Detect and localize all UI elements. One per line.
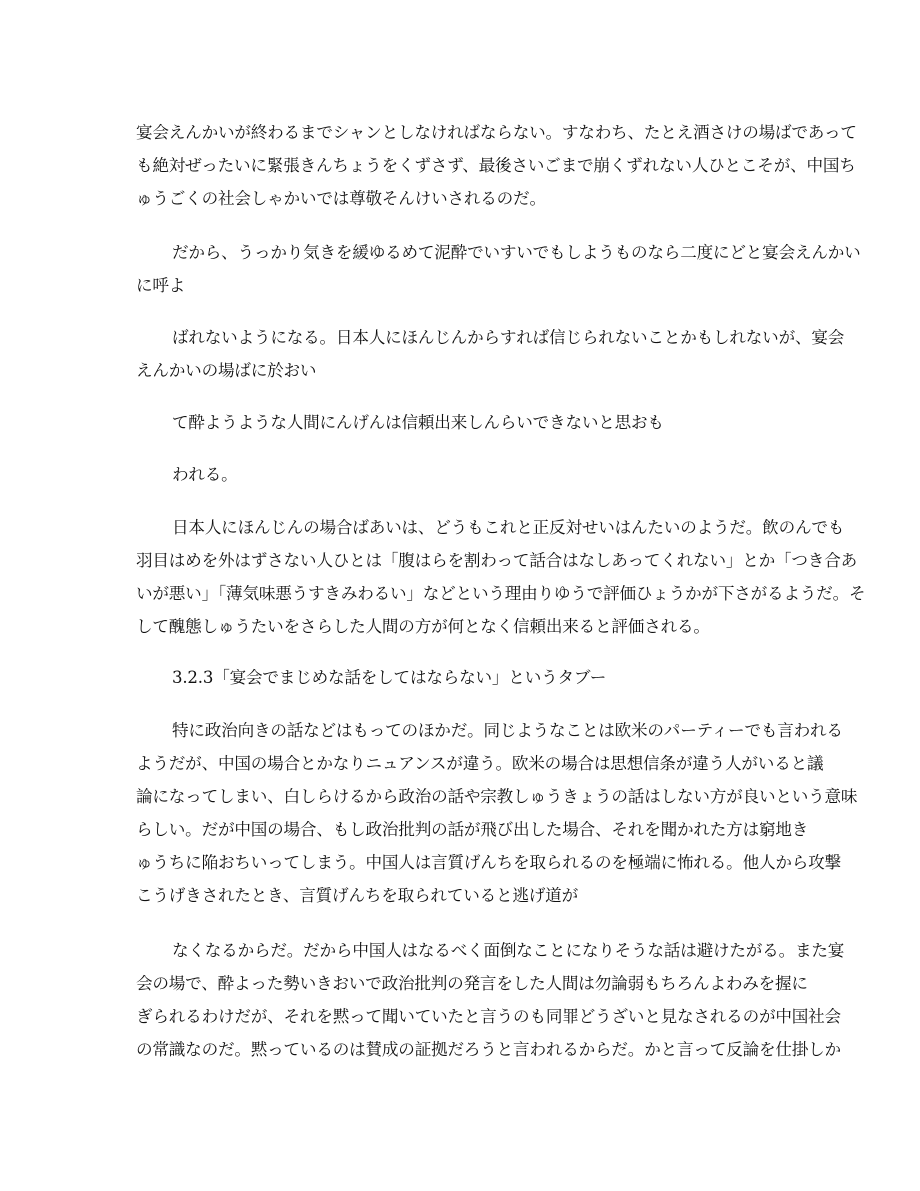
paragraph-3: [136, 321, 845, 387]
text-line: ばれないようになる。日本人にほんじんからすれば信じられないことかもしれないが、宴会: [172, 328, 845, 347]
text-line: えんかいの場ばに於おい: [136, 361, 317, 380]
text-line: われる。: [172, 465, 238, 484]
section-heading: [136, 661, 788, 694]
text-line: 論になってしまい、白しらけるから政治の話や宗教しゅうきょうの話はしない方が良いという意味: [136, 787, 858, 806]
heading-text: 3.2.3「宴会でまじめな話をしてはならない」というタブー: [172, 668, 607, 687]
paragraph-6: [136, 511, 866, 643]
paragraph-4: [136, 406, 788, 439]
text-line: に呼よ: [136, 276, 186, 295]
text-line: ぎられるわけだが、それを黙って聞いていたと言うのも同罪どうざいと見なされるのが中国社会: [136, 1007, 841, 1026]
text-line: なくなるからだ。だから中国人はなるべく面倒なことになりそうな話は避けたがる。また宴: [172, 941, 845, 960]
text-line: ようだが、中国の場合とかなりニュアンスが違う。欧米の場合は思想信条が違う人がいると議: [136, 754, 824, 773]
text-line: 羽目はめを外はずさない人ひとは「腹はらを割わって話合はなしあってくれない」とか「つき合あ: [136, 551, 857, 570]
text-line: 会の場で、酔よった勢いきおいで政治批判の発言をした人間は勿論弱もちろんよわみを握に: [136, 974, 808, 993]
text-line: 日本人にほんじんの場合ばあいは、どうもこれと正反対せいはんたいのようだ。飲のんでも: [172, 518, 845, 537]
text-line: いが悪い」「薄気味悪うすきみわるい」などという理由りゆうで評価ひょうかが下さがるようだ。そ: [136, 584, 866, 603]
text-line: て酔ようような人間にんげんは信頼出来しんらいできないと思おも: [172, 413, 664, 432]
paragraph-1: [136, 116, 857, 215]
paragraph-8: [136, 714, 858, 912]
text-line: らしい。だが中国の場合、もし政治批判の話が飛び出した場合、それを聞かれた方は窮地き: [136, 820, 809, 839]
text-line: も絶対ぜったいに緊張きんちょうをくずさず、最後さいごまで崩くずれない人ひとこそが、中国ち: [136, 156, 856, 175]
text-line: して醜態しゅうたいをさらした人間の方が何となく信頼出来ると評価される。: [136, 617, 710, 636]
paragraph-2: [136, 236, 861, 302]
paragraph-9: [136, 934, 845, 1066]
paragraph-5: [136, 458, 788, 491]
text-line: こうげきされたとき、言質げんちを取られていると逃げ道が: [136, 886, 578, 905]
text-line: ゅうごくの社会しゃかいでは尊敬そんけいされるのだ。: [136, 189, 546, 208]
text-line: 特に政治向きの話などはもってのほかだ。同じようなことは欧米のパーティーでも言われる: [172, 721, 843, 740]
text-line: の常識なのだ。黙っているのは賛成の証拠だろうと言われるからだ。かと言って反論を仕掛しか: [136, 1040, 841, 1059]
text-line: 宴会えんかいが終わるまでシャンとしなければならない。すなわち、たとえ酒さけの場ばであって: [136, 123, 857, 142]
text-line: だから、うっかり気きを緩ゆるめて泥酔でいすいでもしようものなら二度にどと宴会えんかい: [172, 243, 861, 262]
text-line: ゅうちに陥おちいってしまう。中国人は言質げんちを取られるのを極端に怖れる。他人から攻撃: [136, 853, 841, 872]
